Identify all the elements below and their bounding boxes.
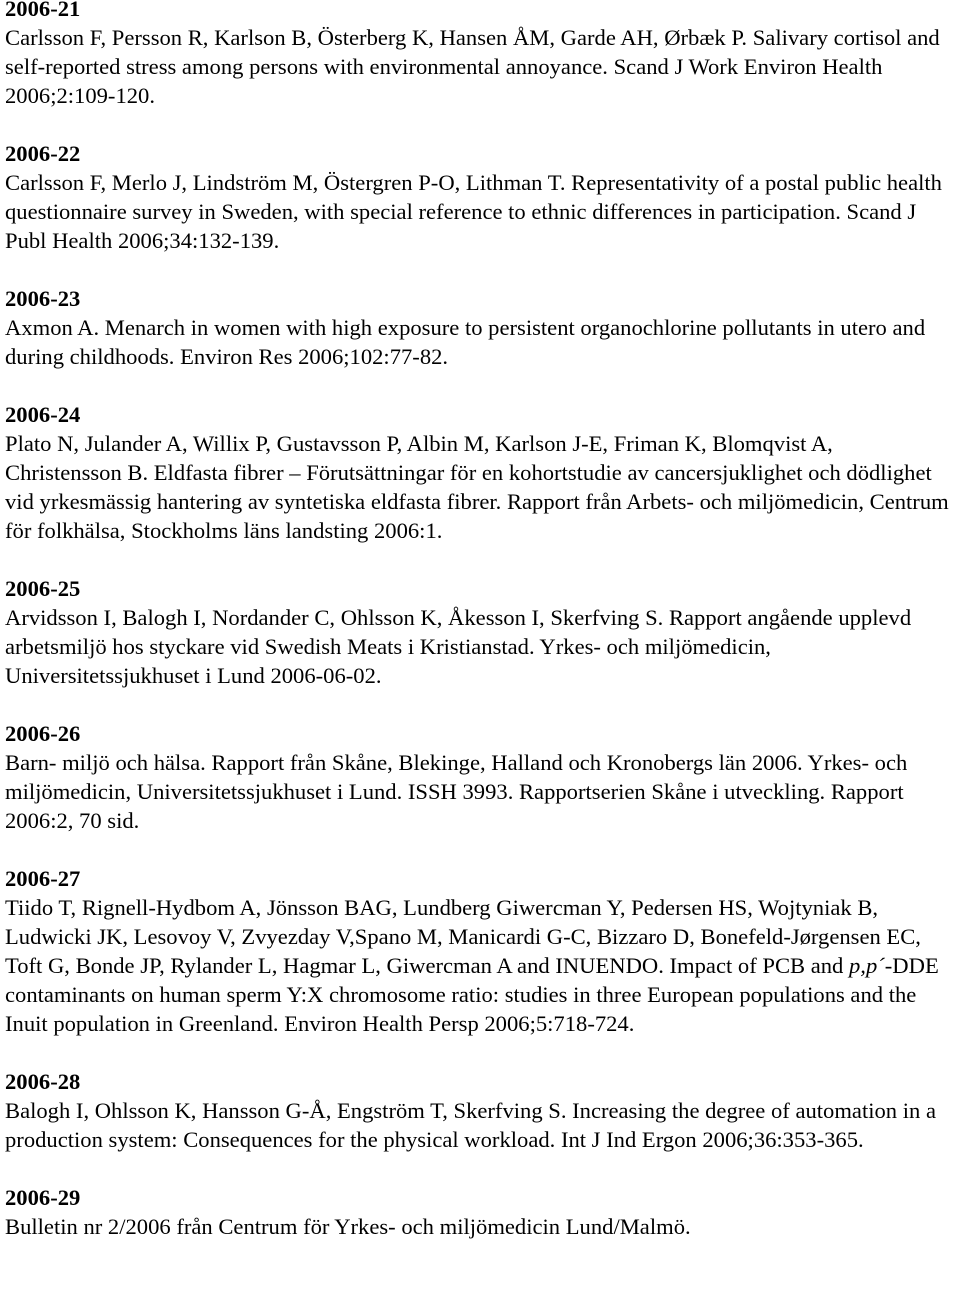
reference-entry-2006-27 <box>5 864 953 1038</box>
reference-entry-2006-24 <box>5 400 953 545</box>
reference-text: Carlsson F, Persson R, Karlson B, Österberg K, Hansen ÅM, Garde AH, Ørbæk P. Salivary cortisol and self-reported stress among persons with environmental annoyance. Scand J Work Environ Health 2006;2:109-120. <box>5 25 940 108</box>
reference-id: 2006-24 <box>5 402 81 427</box>
reference-id: 2006-28 <box>5 1069 81 1094</box>
reference-id: 2006-26 <box>5 721 81 746</box>
reference-text-italic: p,p´ <box>849 953 885 978</box>
reference-text: Plato N, Julander A, Willix P, Gustavsson P, Albin M, Karlson J-E, Friman K, Blomqvist A, Christensson B. Eldfasta fibrer – Förutsättningar för en kohortstudie av cancersjuklighet och dödlighet vid yrkesmässig hantering av syntetiska eldfasta fibrer. Rapport från Arbets- och miljömedicin, Centrum för folkhälsa, Stockholms läns landsting 2006:1. <box>5 431 949 543</box>
reference-id: 2006-22 <box>5 141 81 166</box>
reference-id: 2006-29 <box>5 1185 81 1210</box>
reference-entry-2006-21 <box>5 0 953 110</box>
reference-text-part: Tiido T, Rignell-Hydbom A, Jönsson BAG, Lundberg Giwercman Y, Pedersen HS, Wojtyniak B, Ludwicki JK, Lesovoy V, Zvyezday V,Spano M, Manicardi G-C, Bizzaro D, Bonefeld-Jørgensen EC, Toft G, Bonde JP, Rylander L, Hagmar L, Giwercman A and INUENDO. Impact of PCB and <box>5 895 921 978</box>
reference-entry-2006-23 <box>5 284 953 371</box>
reference-text: Carlsson F, Merlo J, Lindström M, Östergren P-O, Lithman T. Representativity of a postal public health questionnaire survey in Sweden, with special reference to ethnic differences in participation. Scand J Publ Health 2006;34:132-139. <box>5 170 942 253</box>
reference-text <box>5 893 953 1038</box>
reference-text: Bulletin nr 2/2006 från Centrum för Yrkes- och miljömedicin Lund/Malmö. <box>5 1214 691 1239</box>
reference-text: Axmon A. Menarch in women with high exposure to persistent organochlorine pollutants in utero and during childhoods. Environ Res 2006;102:77-82. <box>5 315 926 369</box>
reference-text: Barn- miljö och hälsa. Rapport från Skåne, Blekinge, Halland och Kronobergs län 2006. Yrkes- och miljömedicin, Universitetssjukhuset i Lund. ISSH 3993. Rapportserien Skåne i utveckling. Rapport 2006:2, 70 sid. <box>5 750 908 833</box>
reference-id: 2006-25 <box>5 576 81 601</box>
reference-text: Arvidsson I, Balogh I, Nordander C, Ohlsson K, Åkesson I, Skerfving S. Rapport angående upplevd arbetsmiljö hos styckare vid Swedish Meats i Kristianstad. Yrkes- och miljömedicin, Universitetssjukhuset i Lund 2006-06-02. <box>5 605 912 688</box>
reference-list <box>5 0 953 1270</box>
reference-entry-2006-25 <box>5 574 953 690</box>
reference-id: 2006-21 <box>5 0 81 21</box>
reference-entry-2006-28 <box>5 1067 953 1154</box>
reference-id: 2006-23 <box>5 286 81 311</box>
reference-text: Balogh I, Ohlsson K, Hansson G-Å, Engström T, Skerfving S. Increasing the degree of automation in a production system: Consequences for the physical workload. Int J Ind Ergon 2006;36:353-365. <box>5 1098 936 1152</box>
reference-entry-2006-26 <box>5 719 953 835</box>
reference-entry-2006-29 <box>5 1183 953 1241</box>
reference-text-part: -DDE contaminants on human sperm Y:X chromosome ratio: studies in three European populations and the Inuit population in Greenland. Environ Health Persp 2006;5:718-724. <box>5 953 939 1036</box>
reference-entry-2006-22 <box>5 139 953 255</box>
reference-id: 2006-27 <box>5 866 81 891</box>
